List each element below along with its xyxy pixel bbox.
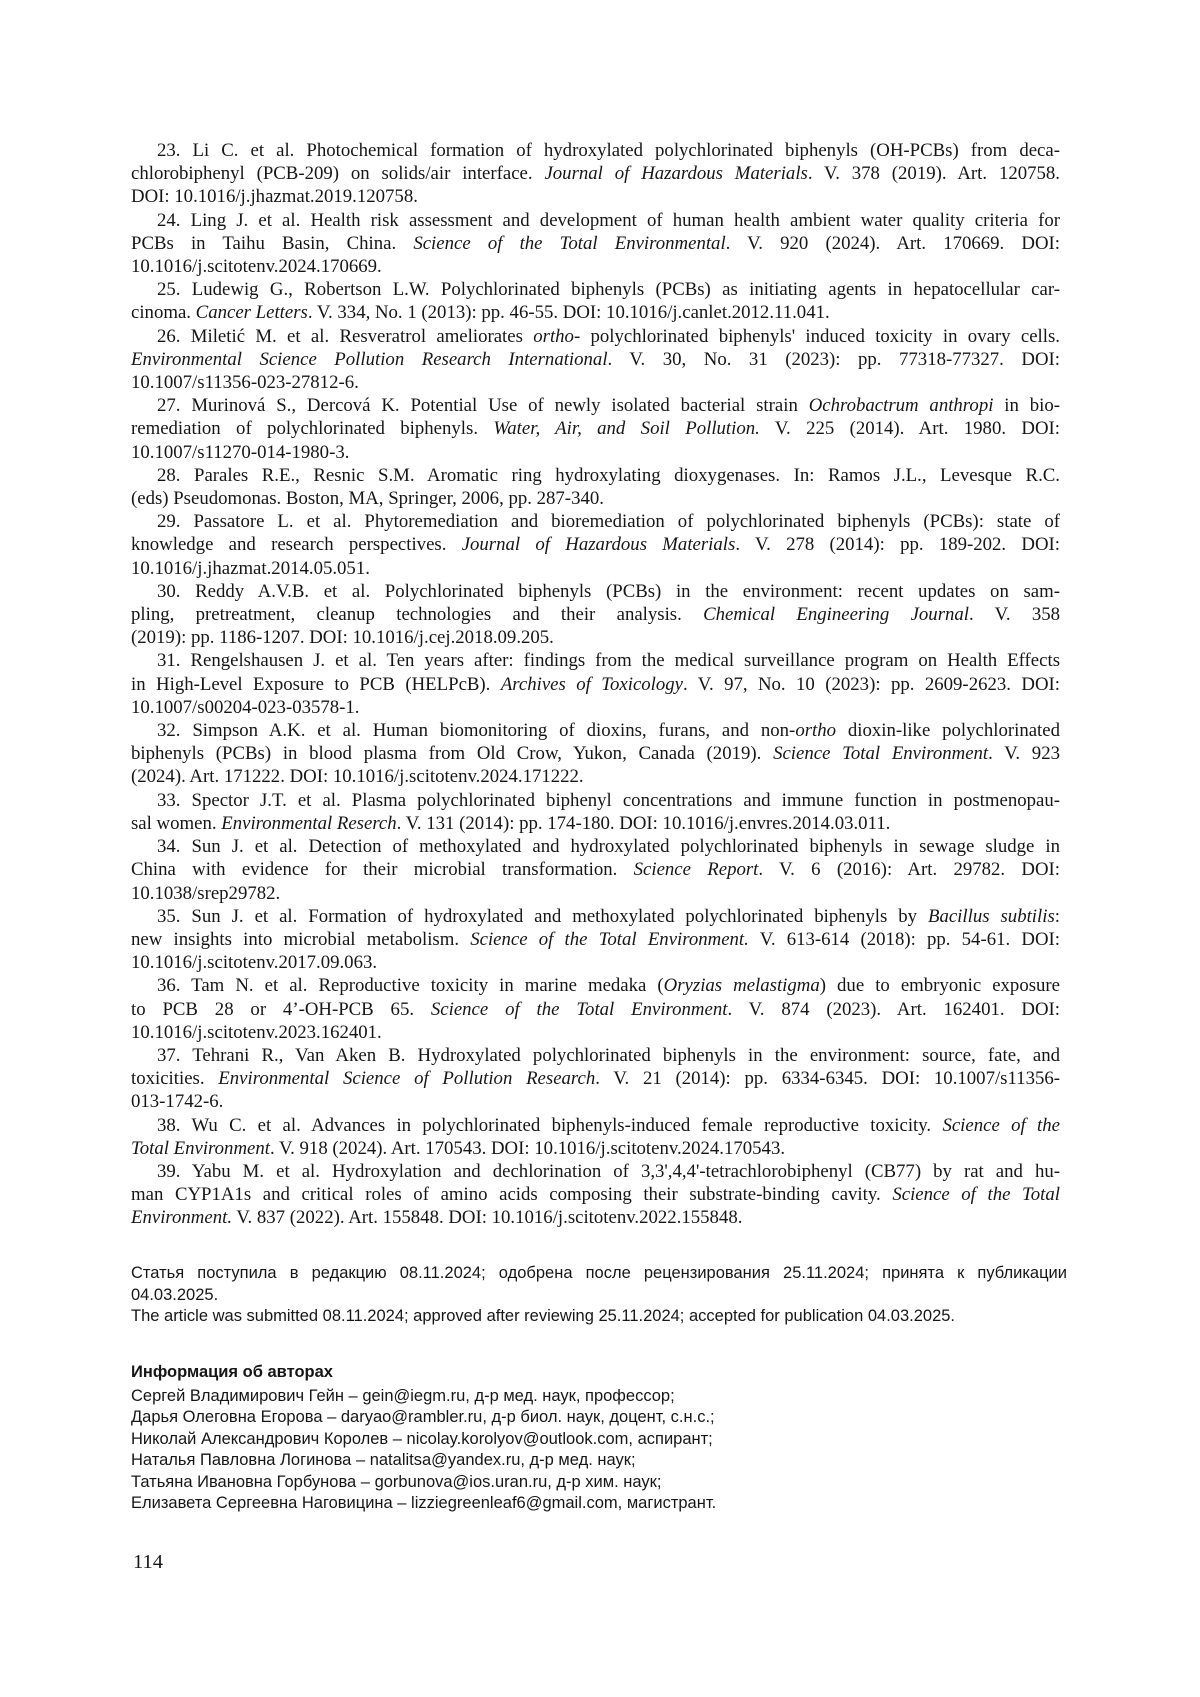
reference-line: 10.1016/j.scitotenv.2017.09.063. [131, 952, 378, 974]
author-line: Наталья Павловна Логинова – natalitsa@yandex.ru, д-р мед. наук; [131, 1451, 636, 1469]
reference-line: pling, pretreatment, cleanup technologies and their analysis. Chemical Engineering Journal. V. 358 [131, 604, 1061, 626]
reference-line: 26. Miletić M. et al. Resveratrol ameliorates ortho- polychlorinated biphenyls' induced toxicity in ovary cells. [157, 325, 1060, 347]
reference-line: 31. Rengelshausen J. et al. Ten years after: findings from the medical surveillance program on Health Effects [157, 650, 1060, 672]
reference-line: 10.1007/s11356-023-27812-6. [131, 372, 359, 394]
reference-item [131, 1114, 1060, 1160]
reference-item [131, 580, 1060, 650]
reference-line: China with evidence for their microbial transformation. Science Report. V. 6 (2016): Art. 29782. DOI: [131, 859, 1060, 881]
authors-list [131, 1386, 1067, 1515]
reference-line: Environmental Science Pollution Research International. V. 30, No. 31 (2023): pp. 77318-77327. DOI: [131, 348, 1060, 370]
reference-line: knowledge and research perspectives. Journal of Hazardous Materials. V. 278 (2014): pp. 189-202. DOI: [131, 534, 1060, 556]
reference-line: 35. Sun J. et al. Formation of hydroxylated and methoxylated polychlorinated biphenyls by Bacillus subtilis: [157, 905, 1060, 927]
reference-line: 37. Tehrani R., Van Aken B. Hydroxylated polychlorinated biphenyls in the environment: source, fate, and [157, 1044, 1060, 1066]
reference-line: (2024). Art. 171222. DOI: 10.1016/j.scitotenv.2024.171222. [131, 766, 584, 788]
reference-line: 10.1007/s11270-014-1980-3. [131, 441, 350, 463]
reference-line: (eds) Pseudomonas. Boston, MA, Springer, 2006, pp. 287-340. [131, 488, 604, 510]
reference-line: PCBs in Taihu Basin, China. Science of the Total Environmental. V. 920 (2024). Art. 170669. DOI: [131, 232, 1060, 254]
reference-item [131, 510, 1060, 580]
reference-item [131, 394, 1060, 464]
reference-item [131, 719, 1060, 789]
reference-line: man CYP1A1s and critical roles of amino acids composing their substrate-binding cavity. Science of the Total [131, 1184, 1060, 1206]
reference-line: Environment. V. 837 (2022). Art. 155848. DOI: 10.1016/j.scitotenv.2022.155848. [131, 1207, 743, 1229]
reference-item [131, 325, 1060, 395]
reference-line: cinoma. Cancer Letters. V. 334, No. 1 (2013): pp. 46-55. DOI: 10.1016/j.canlet.2012.11.041. [131, 302, 830, 324]
reference-line: (2019): pp. 1186-1207. DOI: 10.1016/j.cej.2018.09.205. [131, 627, 554, 649]
reference-line: 39. Yabu M. et al. Hydroxylation and dechlorination of 3,3',4,4'-tetrachlorobiphenyl (CB77) by rat and hu- [157, 1160, 1060, 1182]
reference-item [131, 835, 1060, 905]
reference-line: 10.1016/j.jhazmat.2014.05.051. [131, 557, 370, 579]
reference-line: 32. Simpson A.K. et al. Human biomonitoring of dioxins, furans, and non-ortho dioxin-like polychlorinated [157, 720, 1060, 742]
reference-line: 10.1038/srep29782. [131, 882, 281, 904]
author-line: Татьяна Ивановна Горбунова – gorbunova@ios.uran.ru, д-р хим. наук; [131, 1472, 662, 1491]
reference-line: in High-Level Exposure to PCB (HELPcB). Archives of Toxicology. V. 97, No. 10 (2023): pp. 2609-2623. DOI: [131, 673, 1060, 695]
reference-item [131, 1160, 1060, 1230]
author-line: Николай Александрович Королев – nicolay.korolyov@outlook.com, аспирант; [131, 1429, 713, 1448]
submission-note-ru-line1: Статья поступила в редакцию 08.11.2024; одобрена после рецензирования 25.11.2024; принята к публикации [131, 1264, 1067, 1282]
author-line: Сергей Владимирович Гейн – gein@iegm.ru, д-р мед. наук, профессор; [131, 1386, 675, 1405]
author-line: Дарья Олеговна Егорова – daryao@rambler.ru, д-р биол. наук, доцент, с.н.с.; [131, 1408, 715, 1426]
reference-line: 36. Tam N. et al. Reproductive toxicity in marine medaka (Oryzias melastigma) due to embryonic exposure [157, 975, 1060, 997]
reference-line: 27. Murinová S., Dercová K. Potential Use of newly isolated bacterial strain Ochrobactrum anthropi in bio- [157, 395, 1060, 417]
reference-item [131, 789, 1060, 835]
references-list [131, 139, 1060, 1230]
reference-line: 30. Reddy A.V.B. et al. Polychlorinated biphenyls (PCBs) in the environment: recent updates on sam- [157, 580, 1060, 602]
reference-line: chlorobiphenyl (PCB-209) on solids/air interface. Journal of Hazardous Materials. V. 378 (2019). Art. 120758. [131, 163, 1060, 185]
page-number: 114 [133, 1551, 163, 1573]
reference-line: 29. Passatore L. et al. Phytoremediation and bioremediation of polychlorinated biphenyls (PCBs): state of [157, 511, 1060, 533]
reference-line: toxicities. Environmental Science of Pollution Research. V. 21 (2014): pp. 6334-6345. DOI: 10.1007/s11356- [131, 1068, 1060, 1090]
reference-item [131, 139, 1060, 209]
reference-line: 013-1742-6. [131, 1091, 224, 1113]
reference-item [131, 464, 1060, 510]
reference-line: 28. Parales R.E., Resnic S.M. Aromatic ring hydroxylating dioxygenases. In: Ramos J.L., Levesque R.C. [157, 464, 1060, 486]
reference-line: DOI: 10.1016/j.jhazmat.2019.120758. [131, 186, 418, 208]
reference-line: remediation of polychlorinated biphenyls. Water, Air, and Soil Pollution. V. 225 (2014). Art. 1980. DOI: [131, 418, 1060, 440]
submission-note-ru-line2: 04.03.2025. [131, 1285, 219, 1304]
reference-item [131, 278, 1060, 324]
authors-info-section [131, 1362, 1067, 1515]
reference-line: 10.1016/j.scitotenv.2023.162401. [131, 1021, 382, 1043]
reference-line: 25. Ludewig G., Robertson L.W. Polychlorinated biphenyls (PCBs) as initiating agents in hepatocellular car- [157, 279, 1060, 301]
reference-line: 10.1007/s00204-023-03578-1. [131, 696, 360, 718]
reference-item [131, 209, 1060, 279]
reference-line: 10.1016/j.scitotenv.2024.170669. [131, 256, 382, 278]
reference-item [131, 649, 1060, 719]
reference-line: sal women. Environmental Reserch. V. 131 (2014): pp. 174-180. DOI: 10.1016/j.envres.2014.03.011. [131, 812, 891, 834]
reference-line: 23. Li C. et al. Photochemical formation of hydroxylated polychlorinated biphenyls (OH-PCBs) from deca- [157, 140, 1060, 161]
reference-line: 24. Ling J. et al. Health risk assessment and development of human health ambient water quality criteria for [157, 209, 1060, 231]
reference-line: new insights into microbial metabolism. Science of the Total Environment. V. 613-614 (2018): pp. 54-61. DOI: [131, 928, 1060, 950]
submission-note-en: The article was submitted 08.11.2024; approved after reviewing 25.11.2024; accepted for publication 04.03.2025. [131, 1307, 956, 1325]
reference-line: Total Environment. V. 918 (2024). Art. 170543. DOI: 10.1016/j.scitotenv.2024.170543. [131, 1137, 786, 1159]
reference-line: 34. Sun J. et al. Detection of methoxylated and hydroxylated polychlorinated biphenyls in sewage sludge in [157, 836, 1060, 858]
reference-line: to PCB 28 or 4’-OH-PCB 65. Science of the Total Environment. V. 874 (2023). Art. 162401. DOI: [131, 998, 1060, 1020]
authors-info-heading: Информация об авторах [131, 1363, 333, 1381]
reference-line: 38. Wu C. et al. Advances in polychlorinated biphenyls-induced female reproductive toxicity. Science of the [157, 1114, 1060, 1136]
reference-item [131, 1044, 1060, 1114]
submission-note [131, 1263, 1067, 1328]
reference-item [131, 905, 1060, 975]
reference-line: biphenyls (PCBs) in blood plasma from Old Crow, Yukon, Canada (2019). Science Total Environment. V. 923 [131, 743, 1060, 765]
reference-item [131, 974, 1060, 1044]
author-line: Елизавета Сергеевна Наговицина – lizziegreenleaf6@gmail.com, магистрант. [131, 1494, 717, 1512]
reference-line: 33. Spector J.T. et al. Plasma polychlorinated biphenyl concentrations and immune function in postmenopau- [157, 789, 1060, 811]
